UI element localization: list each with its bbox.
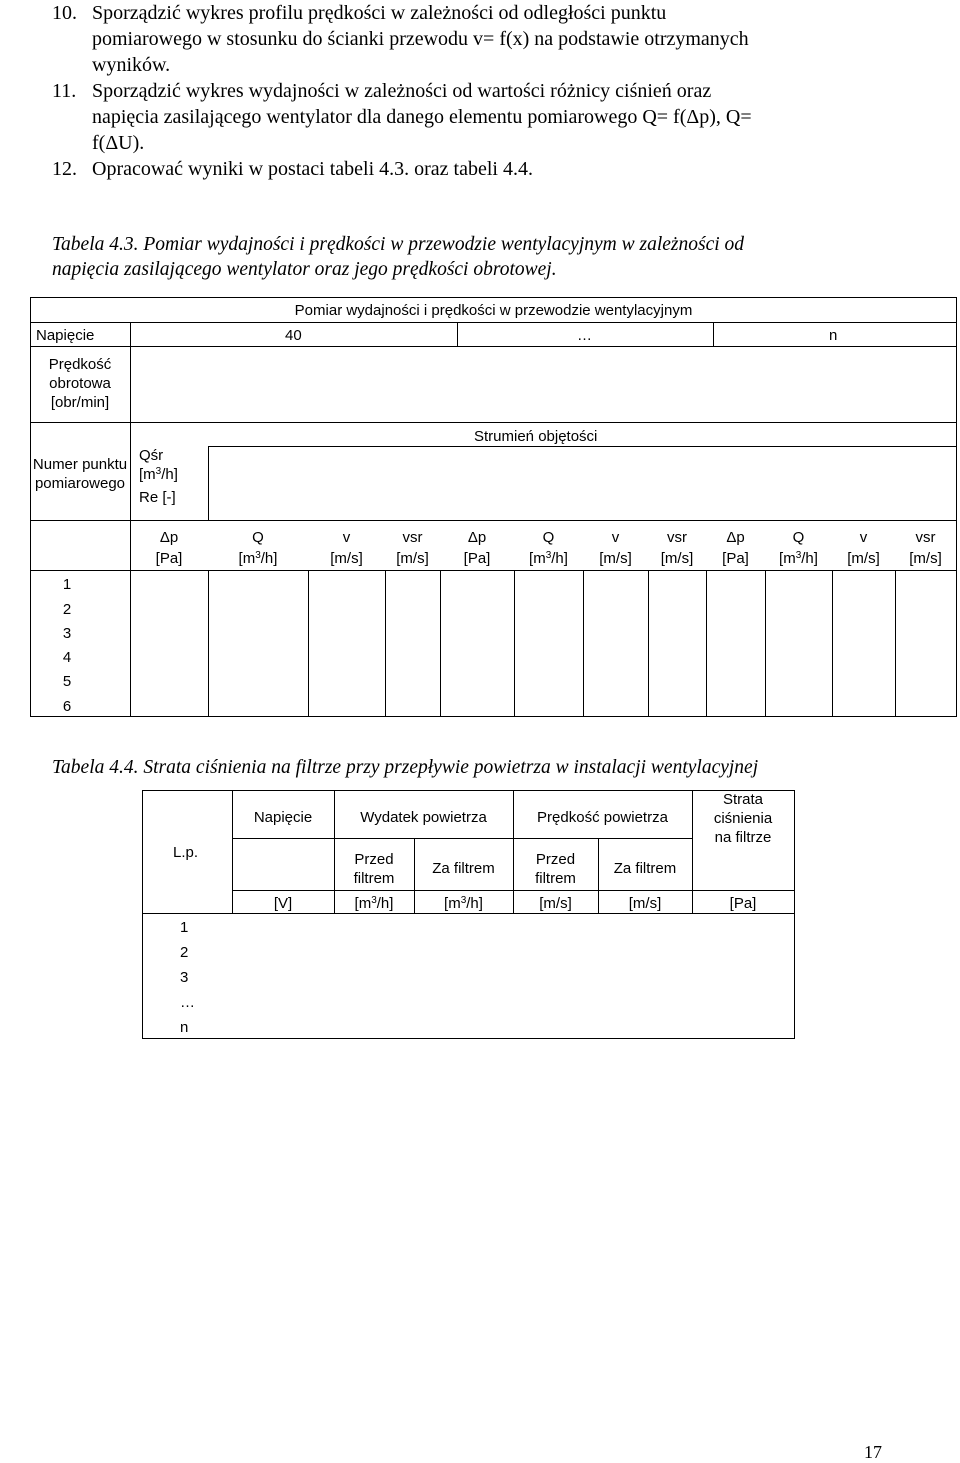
row-number: … (180, 994, 195, 1011)
loss-header-line1: Strata (722, 791, 764, 808)
column-header-unit: [Pa] (463, 550, 491, 567)
point-label-line1: Numer punktu (32, 456, 128, 473)
task-11 (52, 78, 912, 156)
task-10 (52, 0, 912, 78)
column-header-name: Q (252, 529, 264, 546)
row-number: 1 (180, 919, 189, 936)
point-label-line2: pomiarowego (34, 475, 126, 492)
column-header-unit: [m/s] (660, 550, 694, 567)
column-header-name: vsr (402, 529, 423, 546)
unit-flow-before: $[m^3/h]$ (354, 895, 394, 912)
speed-label-line2: obrotowa (49, 375, 111, 392)
flow-before-line2: filtrem (353, 870, 395, 887)
loss-header-line2: ciśnienia (713, 810, 773, 827)
column-header-name: Δp (726, 529, 745, 546)
task-line: wyników. (92, 54, 171, 76)
speed-before-line2: filtrem (535, 870, 576, 887)
qsr-label: Qśr (139, 447, 164, 464)
speed-header: Prędkość powietrza (537, 809, 668, 826)
row-number: 3 (62, 625, 72, 642)
column-header-unit: [m/s] (330, 550, 363, 567)
row-number: 5 (62, 673, 72, 690)
column-header-name: v (611, 529, 620, 546)
qsr-unit: $[m^3/h]$ (139, 466, 178, 483)
task-line: Sporządzić wykres profilu prędkości w zależności od odległości punktu (92, 2, 667, 24)
row-number: 6 (62, 698, 72, 715)
column-header-name: Δp (159, 529, 179, 546)
voltage-header: Napięcie (253, 809, 313, 826)
voltage-label: Napięcie (36, 327, 95, 344)
column-header-name: v (342, 529, 351, 546)
task-list (52, 0, 912, 182)
task-number: 10. (52, 2, 77, 24)
task-line: f(ΔU). (92, 132, 145, 154)
table43-caption-line2: napięcia zasilającego wentylator oraz jego prędkości obrotowej. (52, 259, 557, 280)
flow-header: Wydatek powietrza (360, 809, 487, 826)
column-header-unit: [m/s] (847, 550, 880, 567)
row-number: 3 (180, 969, 189, 986)
column-header-unit: [Pa] (722, 550, 749, 567)
speed-label-line3: [obr/min] (50, 394, 110, 411)
table44-caption: Tabela 4.4. Strata ciśnienia na filtrze przy przepływie powietrza w instalacji wentylacyjnej (52, 757, 759, 778)
column-header-unit: [m/s] (599, 550, 632, 567)
flow-after: Za filtrem (432, 860, 495, 877)
task-line: napięcia zasilającego wentylator dla danego elementu pomiarowego Q= f(Δp), Q= (92, 106, 752, 128)
column-header-name: v (859, 529, 868, 546)
re-label: Re [-] (139, 489, 176, 506)
column-header-unit: $[m^3/h]$ (529, 550, 568, 567)
column-header-name: Δp (467, 529, 487, 546)
task-12 (52, 156, 912, 182)
column-header-name: Q (792, 529, 805, 546)
task-line: Sporządzić wykres wydajności w zależności od wartości różnicy ciśnień oraz (92, 80, 712, 102)
voltage-value-40: 40 (285, 327, 302, 344)
column-header-unit: $[m^3/h]$ (779, 550, 818, 567)
speed-after: Za filtrem (613, 860, 677, 877)
unit-voltage: [V] (273, 895, 293, 912)
voltage-value-ellipsis: … (577, 327, 592, 344)
speed-before-line1: Przed (535, 851, 576, 868)
column-header-unit: [Pa] (155, 550, 183, 567)
task-number: 12. (52, 158, 77, 180)
loss-header-line3: na filtrze (714, 829, 772, 846)
row-number: 2 (180, 944, 189, 961)
column-header-name: vsr (667, 529, 687, 546)
row-number: 1 (62, 576, 72, 593)
voltage-value-n: n (829, 327, 838, 344)
column-header-name: Q (542, 529, 555, 546)
unit-speed-before: [m/s] (539, 895, 572, 912)
row-number: 4 (62, 649, 72, 666)
lp-label: L.p. (173, 844, 199, 861)
flow-header: Strumień objętości (474, 428, 598, 445)
page-number: 17 (864, 1442, 882, 1462)
row-number: n (180, 1019, 189, 1036)
unit-speed-after: [m/s] (628, 895, 662, 912)
row-number: 2 (62, 601, 72, 618)
task-line: pomiarowego w stosunku do ścianki przewodu v= f(x) na podstawie otrzymanych (92, 28, 749, 50)
column-header-unit: [m/s] (909, 550, 942, 567)
flow-before-line1: Przed (354, 851, 394, 868)
task-line: Opracować wyniki w postaci tabeli 4.3. oraz tabeli 4.4. (92, 158, 533, 180)
column-header-name: vsr (915, 529, 936, 546)
unit-flow-after: $[m^3/h]$ (444, 895, 483, 912)
table43-header: Pomiar wydajności i prędkości w przewodzie wentylacyjnym (294, 302, 693, 319)
table43-caption-line1: Tabela 4.3. Pomiar wydajności i prędkości w przewodzie wentylacyjnym w zależności od (52, 234, 745, 255)
column-header-unit: $[m^3/h]$ (238, 550, 278, 567)
unit-loss: [Pa] (729, 895, 757, 912)
speed-label-line1: Prędkość (48, 356, 112, 373)
task-number: 11. (52, 80, 77, 102)
column-header-unit: [m/s] (396, 550, 429, 567)
